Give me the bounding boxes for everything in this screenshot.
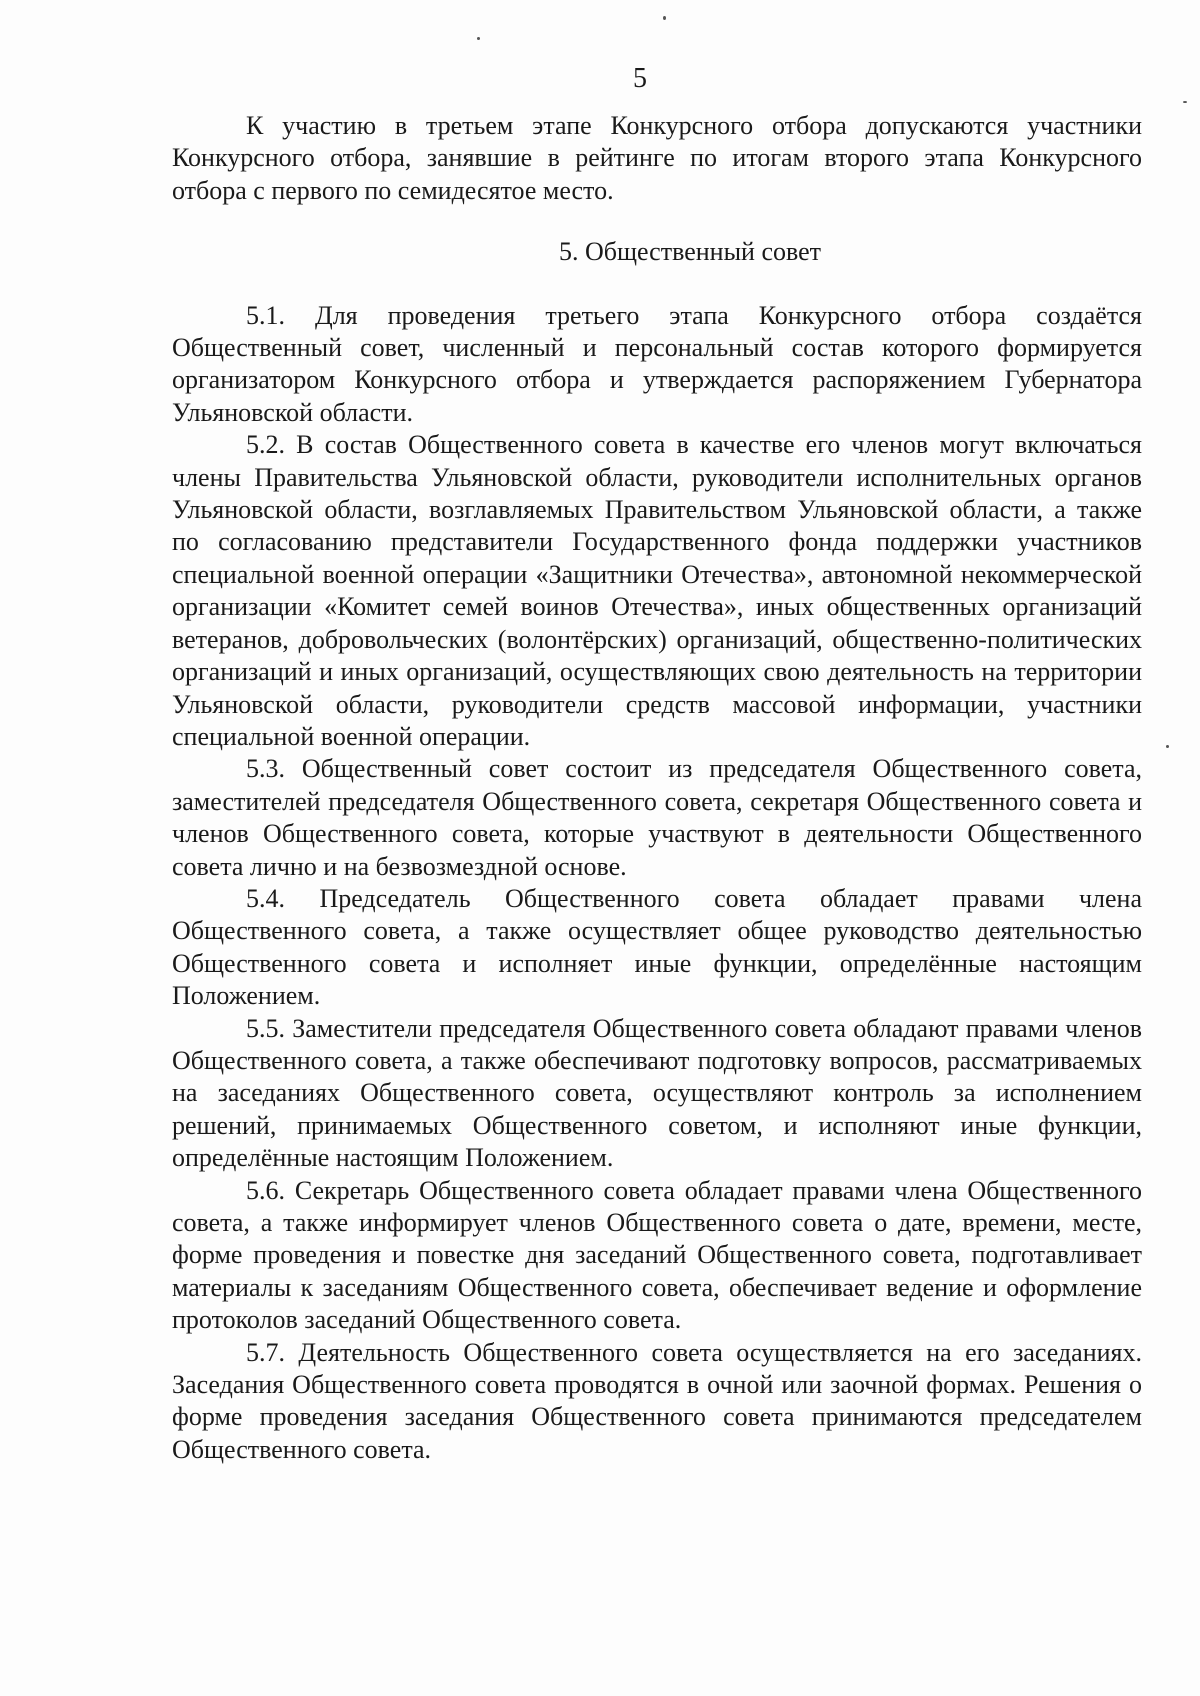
scan-speck	[663, 16, 666, 20]
clause-5-7: 5.7. Деятельность Общественного совета осуществляется на его заседаниях. Заседания Общественного совета проводятся в очной или заочной формах. Решения о форме проведения заседания Общественного совета принимаются председателем Общественного совета.	[172, 1337, 1142, 1464]
clause-5-1: 5.1. Для проведения третьего этапа Конкурсного отбора создаётся Общественный совет, численный и персональный состав которого формируется организатором Конкурсного отбора и утверждается распоряжением Губернатора Ульяновской области.	[172, 300, 1142, 427]
section-heading: 5. Общественный совет	[558, 237, 822, 267]
clause-5-3: 5.3. Общественный совет состоит из председателя Общественного совета, заместителей председателя Общественного совета, секретаря Общественного совета и членов Общественного совета, которые участвуют в деятельности Общественного совета лично и на безвозмездной основе.	[172, 754, 1142, 881]
page-number: 5	[633, 63, 647, 94]
clause-5-6: 5.6. Секретарь Общественного совета обладает правами члена Общественного совета, а также информирует членов Общественного совета о дате, времени, месте, форме проведения и повестке дня заседаний Общественного совета, подготавливает материалы к заседаниям Общественного совета, обеспечивает ведение и оформление протоколов заседаний Общественного совета.	[172, 1175, 1142, 1335]
scan-speck	[1166, 745, 1169, 748]
clause-5-5: 5.5. Заместители председателя Общественного совета обладают правами членов Общественного совета, а также обеспечивают подготовку вопросов, рассматриваемых на заседаниях Общественного совета, осуществляют контроль за исполнением решений, принимаемых Общественного советом, и исполняют иные функции, определённые настоящим Положением.	[172, 1013, 1142, 1173]
intro-paragraph: К участию в третьем этапе Конкурсного отбора допускаются участники Конкурсного отбора, занявшие в рейтинге по итогам второго этапа Конкурсного отбора с первого по семидесятое место.	[172, 111, 1142, 205]
document-body	[172, 110, 1142, 1466]
scan-speck	[477, 37, 480, 40]
clause-5-2: 5.2. В состав Общественного совета в качестве его членов могут включаться члены Правительства Ульяновской области, руководители исполнительных органов Ульяновской области, возглавляемых Правительством Ульяновской области, а также по согласованию представители Государственного фонда поддержки участников специальной военной операции «Защитники Отечества», автономной некоммерческой организации «Комитет семей воинов Отечества», иных общественных организаций ветеранов, добровольческих (волонтёрских) организаций, общественно-политических организаций и иных организаций, осуществляющих свою деятельность на территории Ульяновской области, руководители средств массовой информации, участники специальной военной операции.	[172, 430, 1142, 751]
clause-5-4: 5.4. Председатель Общественного совета обладает правами члена Общественного совета, а также осуществляет общее руководство деятельностью Общественного совета и исполняет иные функции, определённые настоящим Положением.	[172, 883, 1142, 1011]
scan-speck	[1183, 101, 1187, 103]
